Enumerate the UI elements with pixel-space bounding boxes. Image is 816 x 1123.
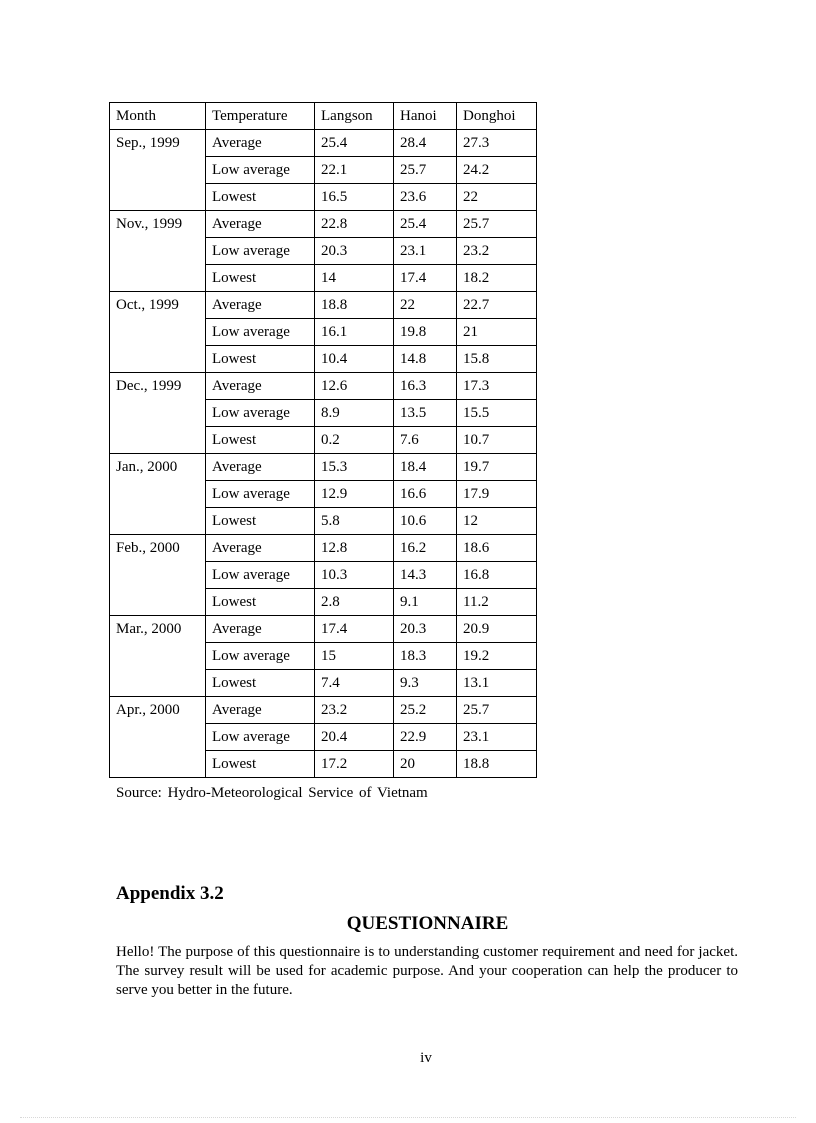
- temperature-type-cell: Lowest: [206, 427, 315, 454]
- hanoi-cell: 28.4: [394, 130, 457, 157]
- hanoi-cell: 9.3: [394, 670, 457, 697]
- month-cell: Oct., 1999: [110, 292, 206, 373]
- temperature-type-cell: Average: [206, 454, 315, 481]
- table-row: [110, 697, 537, 724]
- hanoi-cell: 25.2: [394, 697, 457, 724]
- donghoi-cell: 20.9: [457, 616, 537, 643]
- hanoi-cell: 9.1: [394, 589, 457, 616]
- hanoi-cell: 17.4: [394, 265, 457, 292]
- column-header-langson: Langson: [315, 103, 394, 130]
- hanoi-cell: 18.3: [394, 643, 457, 670]
- table-body: [110, 130, 537, 778]
- hanoi-cell: 16.6: [394, 481, 457, 508]
- temperature-type-cell: Low average: [206, 562, 315, 589]
- langson-cell: 20.4: [315, 724, 394, 751]
- donghoi-cell: 23.2: [457, 238, 537, 265]
- donghoi-cell: 19.2: [457, 643, 537, 670]
- langson-cell: 15: [315, 643, 394, 670]
- hanoi-cell: 10.6: [394, 508, 457, 535]
- page-number: iv: [420, 1050, 432, 1066]
- hanoi-cell: 25.7: [394, 157, 457, 184]
- hanoi-cell: 22: [394, 292, 457, 319]
- langson-cell: 22.8: [315, 211, 394, 238]
- donghoi-cell: 17.3: [457, 373, 537, 400]
- temperature-type-cell: Low average: [206, 157, 315, 184]
- hanoi-cell: 13.5: [394, 400, 457, 427]
- langson-cell: 12.6: [315, 373, 394, 400]
- temperature-type-cell: Average: [206, 292, 315, 319]
- table-row: [110, 535, 537, 562]
- donghoi-cell: 27.3: [457, 130, 537, 157]
- temperature-type-cell: Average: [206, 535, 315, 562]
- donghoi-cell: 24.2: [457, 157, 537, 184]
- hanoi-cell: 19.8: [394, 319, 457, 346]
- langson-cell: 23.2: [315, 697, 394, 724]
- langson-cell: 10.4: [315, 346, 394, 373]
- month-cell: Jan., 2000: [110, 454, 206, 535]
- donghoi-cell: 11.2: [457, 589, 537, 616]
- month-cell: Apr., 2000: [110, 697, 206, 778]
- temperature-type-cell: Low average: [206, 724, 315, 751]
- hanoi-cell: 23.6: [394, 184, 457, 211]
- hanoi-cell: 16.2: [394, 535, 457, 562]
- donghoi-cell: 13.1: [457, 670, 537, 697]
- donghoi-cell: 22: [457, 184, 537, 211]
- appendix-heading: Appendix 3.2: [116, 883, 224, 904]
- langson-cell: 0.2: [315, 427, 394, 454]
- page-bottom-divider: [20, 1117, 796, 1118]
- hanoi-cell: 23.1: [394, 238, 457, 265]
- donghoi-cell: 18.8: [457, 751, 537, 778]
- temperature-type-cell: Lowest: [206, 265, 315, 292]
- donghoi-cell: 16.8: [457, 562, 537, 589]
- hanoi-cell: 18.4: [394, 454, 457, 481]
- hanoi-cell: 7.6: [394, 427, 457, 454]
- donghoi-cell: 21: [457, 319, 537, 346]
- temperature-table: [109, 102, 537, 778]
- donghoi-cell: 25.7: [457, 697, 537, 724]
- temperature-type-cell: Lowest: [206, 751, 315, 778]
- donghoi-cell: 18.6: [457, 535, 537, 562]
- langson-cell: 14: [315, 265, 394, 292]
- langson-cell: 2.8: [315, 589, 394, 616]
- langson-cell: 25.4: [315, 130, 394, 157]
- langson-cell: 8.9: [315, 400, 394, 427]
- temperature-type-cell: Low average: [206, 319, 315, 346]
- temperature-type-cell: Lowest: [206, 670, 315, 697]
- langson-cell: 18.8: [315, 292, 394, 319]
- month-cell: Feb., 2000: [110, 535, 206, 616]
- month-cell: Dec., 1999: [110, 373, 206, 454]
- langson-cell: 16.5: [315, 184, 394, 211]
- month-cell: Mar., 2000: [110, 616, 206, 697]
- donghoi-cell: 18.2: [457, 265, 537, 292]
- hanoi-cell: 20.3: [394, 616, 457, 643]
- month-cell: Sep., 1999: [110, 130, 206, 211]
- table-row: [110, 130, 537, 157]
- temperature-type-cell: Average: [206, 211, 315, 238]
- hanoi-cell: 16.3: [394, 373, 457, 400]
- table-row: [110, 454, 537, 481]
- hanoi-cell: 14.8: [394, 346, 457, 373]
- langson-cell: 20.3: [315, 238, 394, 265]
- langson-cell: 17.2: [315, 751, 394, 778]
- temperature-type-cell: Average: [206, 616, 315, 643]
- langson-cell: 16.1: [315, 319, 394, 346]
- temperature-type-cell: Average: [206, 130, 315, 157]
- source-note: Source: Hydro-Meteorological Service of Vietnam: [116, 785, 428, 801]
- table-header-row: [110, 103, 537, 130]
- hanoi-cell: 25.4: [394, 211, 457, 238]
- donghoi-cell: 10.7: [457, 427, 537, 454]
- temperature-type-cell: Low average: [206, 643, 315, 670]
- temperature-type-cell: Average: [206, 373, 315, 400]
- column-header-temperature: Temperature: [206, 103, 315, 130]
- donghoi-cell: 15.8: [457, 346, 537, 373]
- table-row: [110, 373, 537, 400]
- donghoi-cell: 12: [457, 508, 537, 535]
- donghoi-cell: 19.7: [457, 454, 537, 481]
- hanoi-cell: 22.9: [394, 724, 457, 751]
- langson-cell: 5.8: [315, 508, 394, 535]
- temperature-type-cell: Lowest: [206, 589, 315, 616]
- column-header-donghoi: Donghoi: [457, 103, 537, 130]
- hanoi-cell: 14.3: [394, 562, 457, 589]
- table-row: [110, 292, 537, 319]
- langson-cell: 12.9: [315, 481, 394, 508]
- temperature-type-cell: Lowest: [206, 184, 315, 211]
- donghoi-cell: 23.1: [457, 724, 537, 751]
- table-row: [110, 616, 537, 643]
- column-header-month: Month: [110, 103, 206, 130]
- temperature-type-cell: Average: [206, 697, 315, 724]
- temperature-type-cell: Low average: [206, 481, 315, 508]
- questionnaire-title: QUESTIONNAIRE: [346, 913, 509, 934]
- donghoi-cell: 22.7: [457, 292, 537, 319]
- temperature-type-cell: Low average: [206, 400, 315, 427]
- donghoi-cell: 25.7: [457, 211, 537, 238]
- month-cell: Nov., 1999: [110, 211, 206, 292]
- donghoi-cell: 15.5: [457, 400, 537, 427]
- langson-cell: 17.4: [315, 616, 394, 643]
- langson-cell: 12.8: [315, 535, 394, 562]
- table-row: [110, 211, 537, 238]
- langson-cell: 10.3: [315, 562, 394, 589]
- hanoi-cell: 20: [394, 751, 457, 778]
- langson-cell: 15.3: [315, 454, 394, 481]
- langson-cell: 7.4: [315, 670, 394, 697]
- temperature-type-cell: Lowest: [206, 346, 315, 373]
- temperature-type-cell: Low average: [206, 238, 315, 265]
- column-header-hanoi: Hanoi: [394, 103, 457, 130]
- temperature-type-cell: Lowest: [206, 508, 315, 535]
- intro-paragraph: Hello! The purpose of this questionnaire is to understanding customer requirement and need for jacket. The survey result will be used for academic purpose. And your cooperation can help the producer to serve you better in the future.: [116, 944, 738, 998]
- donghoi-cell: 17.9: [457, 481, 537, 508]
- langson-cell: 22.1: [315, 157, 394, 184]
